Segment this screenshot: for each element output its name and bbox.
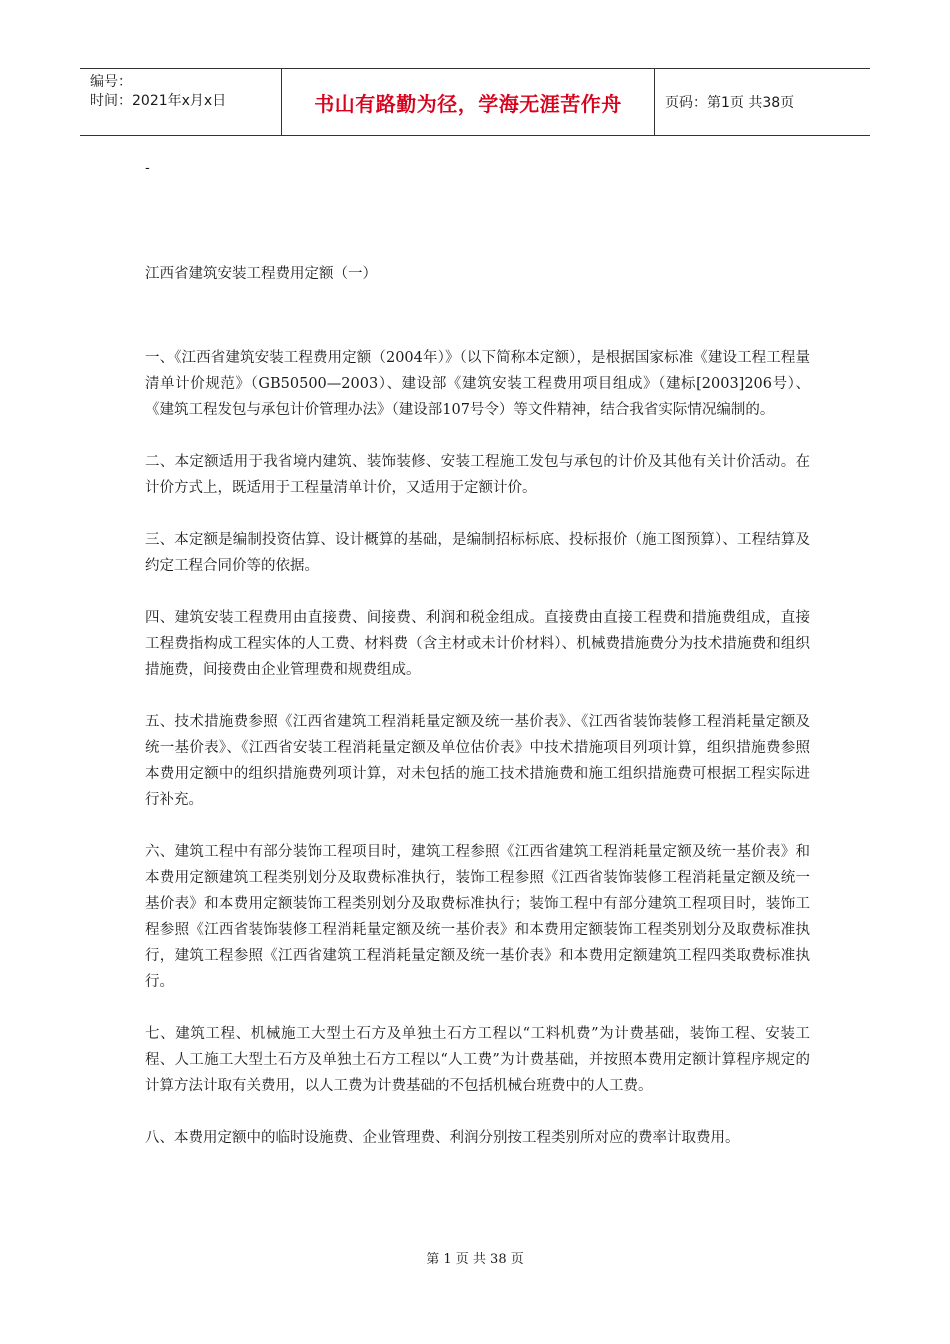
header-motto: 书山有路勤为径，学海无涯苦作舟 [282,69,655,135]
paragraph-4: 四、建筑安装工程费用由直接费、间接费、利润和税金组成。直接费由直接工程费和措施费组成，直接工程费指构成工程实体的人工费、材料费（含主材或未计价材料）、机械费措施费分为技术措施费和组织措施费，间接费由企业管理费和规费组成。 [145,610,810,678]
page-footer: 第 1 页 共 38 页 [426,1252,524,1267]
paragraph-1: 一、《江西省建筑安装工程费用定额（2004年）》（以下简称本定额），是根据国家标准《建设工程工程量清单计价规范》（GB50500—2003）、建设部《建筑安装工程费用项目组成》（建标[2003]206号）、《建筑工程发包与承包计价管理办法》（建设部107号令）等文件精神，结合我省实际情况编制的。 [145,350,810,418]
dash-mark: - [145,160,150,176]
document-header [80,68,870,136]
paragraph-7: 七、建筑工程、机械施工大型土石方及单独土石方工程以“工料机费”为计费基础，装饰工程、安装工程、人工施工大型土石方及单独土石方工程以“人工费”为计费基础，并按照本费用定额计算程序规定的计算方法计取有关费用，以人工费为计费基础的不包括机械台班费中的人工费。 [145,1026,810,1094]
paragraph-2: 二、本定额适用于我省境内建筑、装饰装修、安装工程施工发包与承包的计价及其他有关计价活动。在计价方式上，既适用于工程量清单计价，又适用于定额计价。 [145,454,810,496]
header-page-info: 页码：第1页 共38页 [665,95,795,111]
date-label: 时间：2021年x月x日 [90,93,227,109]
serial-label: 编号： [90,74,132,90]
document-body [145,345,810,1177]
paragraph-6: 六、建筑工程中有部分装饰工程项目时，建筑工程参照《江西省建筑工程消耗量定额及统一基价表》和本费用定额建筑工程类别划分及取费标准执行，装饰工程参照《江西省装饰装修工程消耗量定额及统一基价表》和本费用定额装饰工程类别划分及取费标准执行；装饰工程中有部分建筑工程项目时，装饰工程参照《江西省装饰装修工程消耗量定额及统一基价表》和本费用定额装饰工程类别划分及取费标准执行，建筑工程参照《江西省建筑工程消耗量定额及统一基价表》和本费用定额建筑工程四类取费标准执行。 [145,844,810,990]
paragraph-8: 八、本费用定额中的临时设施费、企业管理费、利润分别按工程类别所对应的费率计取费用。 [145,1130,740,1146]
paragraph-3: 三、本定额是编制投资估算、设计概算的基础，是编制招标标底、投标报价（施工图预算）、工程结算及约定工程合同价等的依据。 [145,532,810,574]
header-meta [80,69,282,135]
paragraph-5: 五、技术措施费参照《江西省建筑工程消耗量定额及统一基价表》、《江西省装饰装修工程消耗量定额及统一基价表》、《江西省安装工程消耗量定额及单位估价表》中技术措施项目列项计算，组织措施费参照本费用定额中的组织措施费列项计算，对未包括的施工技术措施费和施工组织措施费可根据工程实际进行补充。 [145,714,810,808]
document-title: 江西省建筑安装工程费用定额（一） [145,266,377,282]
